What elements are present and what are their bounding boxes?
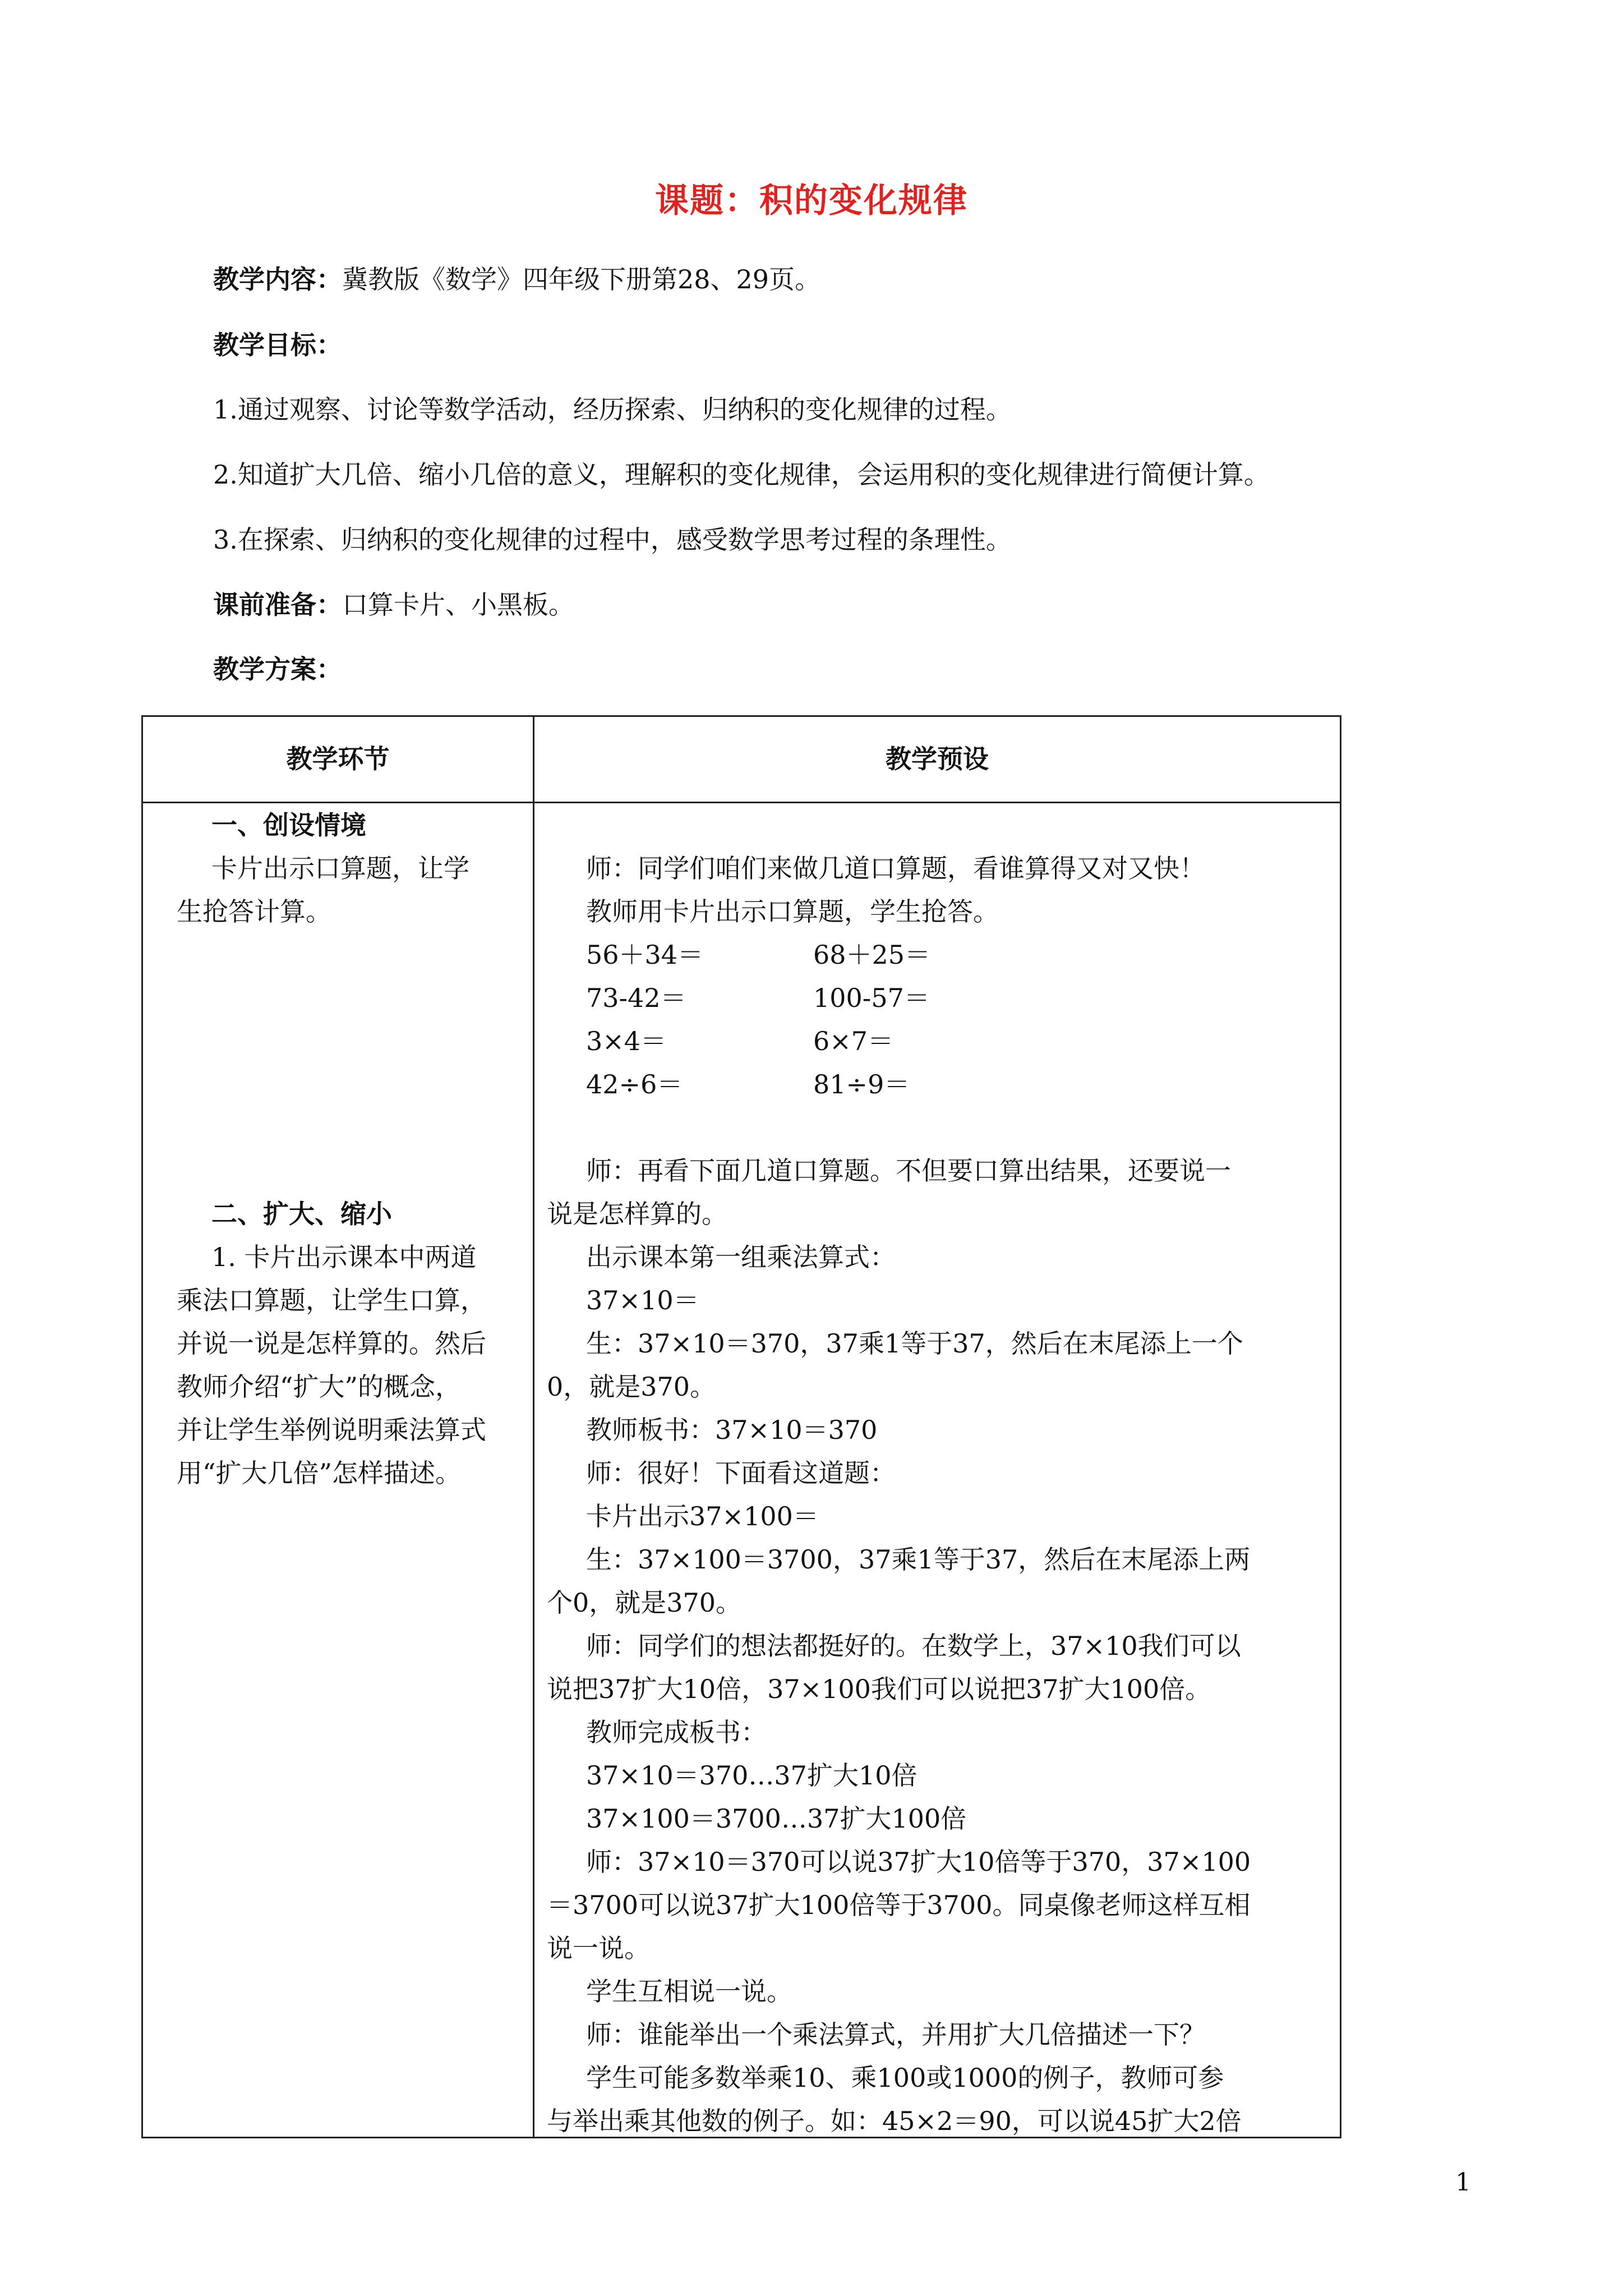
calc-item: 6×7＝ [813,1026,894,1056]
plan-line: 师：37×10＝370可以说37扩大10倍等于370，37×100 [586,1847,1251,1877]
plan-line: 37×10＝370…37扩大10倍 [586,1760,917,1791]
section-text: 生抢答计算。 [177,896,331,927]
plan-line: 说是怎样算的。 [547,1199,727,1229]
plan-label: 教学方案： [213,654,342,684]
plan-line: 说一说。 [547,1933,650,1963]
calc-item: 42÷6＝ [586,1069,683,1099]
content-label: 教学内容： [213,264,342,295]
calc-item: 73-42＝ [586,983,686,1013]
header-teaching-plan: 教学预设 [886,744,989,774]
teaching-plan-table [141,715,1341,2138]
plan-line: 学生互相说一说。 [586,1976,792,2007]
preparation-label: 课前准备： [213,590,342,620]
column-divider [533,717,534,2137]
section-heading: 一、创设情境 [211,810,366,840]
section-text: 卡片出示口算题，让学 [211,853,469,884]
preparation-line [213,588,574,622]
section-text: 乘法口算题，让学生口算， [177,1285,486,1315]
calc-row [547,977,1332,1020]
plan-line: 生：37×10＝370，37乘1等于37，然后在末尾添上一个 [586,1328,1243,1359]
plan-line: 学生可能多数举乘10、乘100或1000的例子，教师可参 [586,2063,1224,2093]
section-text: 教师介绍“扩大”的概念， [177,1372,462,1402]
plan-line: 教师板书：37×10＝370 [586,1415,878,1445]
calc-row [547,1063,1332,1106]
plan-line: 教师完成板书： [586,1717,767,1747]
plan-line: 师：同学们咱们来做几道口算题，看谁算得又对又快！ [586,853,1205,884]
plan-line: 教师用卡片出示口算题，学生抢答。 [586,896,999,927]
section-text: 用“扩大几倍”怎样描述。 [177,1458,462,1488]
calc-item: 56＋34＝ [586,940,704,970]
objective-item: 1.通过观察、讨论等数学活动，经历探索、归纳积的变化规律的过程。 [213,394,1012,425]
calc-item: 68＋25＝ [813,940,931,970]
page-number: 1 [1455,2168,1471,2197]
plan-line: 37×10＝ [586,1285,699,1315]
content-text: 冀教版《数学》四年级下册第28、29页。 [342,264,821,295]
objective-item: 3.在探索、归纳积的变化规律的过程中，感受数学思考过程的条理性。 [213,524,1012,555]
stage-column [177,804,513,1495]
calc-item: 3×4＝ [586,1026,667,1056]
calc-item: 100-57＝ [813,983,930,1013]
plan-line: 师：很好！下面看这道题： [586,1458,896,1488]
plan-line: 出示课本第一组乘法算式： [586,1242,896,1272]
calc-row [547,1020,1332,1063]
plan-line: 生：37×100＝3700，37乘1等于37，然后在末尾添上两 [586,1544,1251,1575]
objective-item: 2.知道扩大几倍、缩小几倍的意义，理解积的变化规律，会运用积的变化规律进行简便计算。 [213,459,1270,490]
plan-line: 师：谁能举出一个乘法算式，并用扩大几倍描述一下？ [586,2019,1205,2050]
plan-line: 说把37扩大10倍，37×100我们可以说把37扩大100倍。 [547,1674,1211,1704]
plan-line: 师：同学们的想法都挺好的。在数学上，37×10我们可以 [586,1631,1241,1661]
plan-line: 师：再看下面几道口算题。不但要口算出结果，还要说一 [586,1156,1231,1186]
plan-line: ＝3700可以说37扩大100倍等于3700。同桌像老师这样互相 [547,1890,1251,1920]
calc-row [547,933,1332,977]
plan-line: 37×100＝3700…37扩大100倍 [586,1803,967,1834]
section-text: 并说一说是怎样算的。然后 [177,1328,486,1359]
lesson-title: 课题：积的变化规律 [655,181,968,220]
plan-line: 个0，就是370。 [547,1588,742,1618]
plan-line: 与举出乘其他数的例子。如：45×2＝90，可以说45扩大2倍 [547,2106,1242,2136]
section-text: 1. 卡片出示课本中两道 [211,1242,477,1272]
plan-line: 0，就是370。 [547,1372,716,1402]
calc-item: 81÷9＝ [813,1069,910,1099]
section-text: 并让学生举例说明乘法算式 [177,1415,486,1445]
plan-line: 卡片出示37×100＝ [586,1501,819,1531]
content-line [213,263,820,296]
header-teaching-stage: 教学环节 [286,744,390,774]
plan-column [547,804,1332,2143]
section-heading: 二、扩大、缩小 [211,1199,392,1229]
objectives-label: 教学目标： [213,330,342,360]
header-divider [143,802,1340,803]
preparation-text: 口算卡片、小黑板。 [342,590,574,620]
